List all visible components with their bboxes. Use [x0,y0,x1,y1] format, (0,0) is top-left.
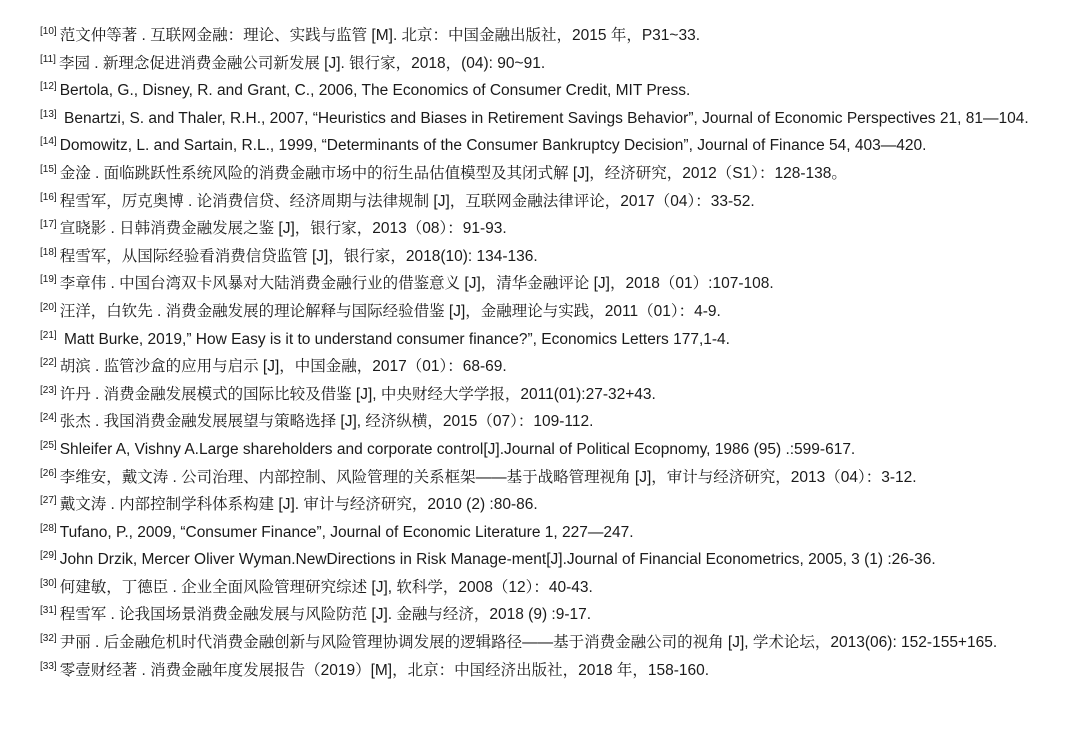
reference-number: [17] [40,219,57,231]
reference-text: 李维安，戴文涛 . 公司治理、内部控制、风险管理的关系框架——基于战略管理视角 [J]，审计与经济研究，2013（04）：3-12. [59,468,917,486]
reference-text: 胡滨 . 监管沙盒的应用与启示 [J]，中国金融，2017（01）：68-69. [59,358,507,376]
reference-number: [16] [40,191,57,203]
reference-item [40,519,1060,547]
reference-item [40,298,1060,326]
reference-number: [14] [40,136,57,148]
reference-text: 汪洋，白钦先 . 消费金融发展的理论解释与国际经验借鉴 [J]，金融理论与实践，2011（01）：4-9. [59,302,721,320]
reference-number: [15] [40,163,57,175]
reference-number: [29] [40,550,57,562]
reference-list [40,22,1060,684]
reference-number: [11] [40,53,56,65]
reference-item [40,215,1060,243]
reference-item [40,546,1060,574]
reference-text: 何建敏，丁德臣 . 企业全面风险管理研究综述 [J], 软科学，2008（12）：40-43. [59,578,593,596]
reference-item [40,188,1060,216]
reference-number: [23] [40,384,57,396]
reference-item [40,160,1060,188]
reference-text: 张杰 . 我国消费金融发展展望与策略选择 [J], 经济纵横，2015（07）：109-112. [59,413,594,431]
reference-text: Matt Burke, 2019,” How Easy is it to understand consumer finance?”, Economics Letters 177,1-4. [59,330,730,348]
reference-item [40,574,1060,602]
reference-item [40,105,1060,133]
reference-item [40,22,1060,50]
reference-text: 尹丽 . 后金融危机时代消费金融创新与风险管理协调发展的逻辑路径——基于消费金融公司的视角 [J], 学术论坛，2013(06): 152-155+165. [59,634,998,652]
reference-number: [12] [40,81,57,93]
reference-text: Bertola, G., Disney, R. and Grant, C., 2006, The Economics of Consumer Credit, MIT Press. [59,82,691,100]
reference-number: [10] [40,26,57,37]
reference-text: 程雪军 . 论我国场景消费金融发展与风险防范 [J]. 金融与经济，2018 (9) :9-17. [59,606,592,624]
reference-item [40,270,1060,298]
reference-number: [28] [40,522,57,534]
reference-number: [26] [40,467,57,479]
reference-text: John Drzik, Mercer Oliver Wyman.NewDirections in Risk Manage-ment[J].Journal of Financial Econometrics, 2005, 3 (1) :26-36. [59,551,936,569]
reference-text: 李园 . 新理念促进消费金融公司新发展 [J]. 银行家，2018，(04): 90~91. [58,54,546,72]
reference-item [40,408,1060,436]
reference-text: Tufano, P., 2009, “Consumer Finance”, Journal of Economic Literature 1, 227—247. [59,523,634,541]
reference-item [40,353,1060,381]
reference-number: [32] [40,633,57,645]
reference-number: [27] [40,495,57,507]
reference-number: [24] [40,412,57,424]
reference-text: 零壹财经著 . 消费金融年度发展报告（2019）[M]，北京：中国经济出版社，2018 年，158-160. [59,661,710,679]
reference-number: [19] [40,274,57,286]
reference-item [40,381,1060,409]
reference-number: [25] [40,439,57,451]
reference-item [40,629,1060,657]
reference-text: Domowitz, L. and Sartain, R.L., 1999, “Determinants of the Consumer Bankruptcy Decision”, Journal of Finance 54, 403—420. [59,137,927,155]
reference-number: [22] [40,357,57,369]
reference-item [40,77,1060,105]
reference-text: 宣晓影 . 日韩消费金融发展之鉴 [J]，银行家，2013（08）：91-93. [59,220,507,238]
reference-item [40,601,1060,629]
reference-text: Benartzi, S. and Thaler, R.H., 2007, “Heuristics and Biases in Retirement Savings Behavior”, Journal of Economic Perspectives 21, 81—104. [59,109,1029,127]
reference-number: [20] [40,301,57,313]
reference-item [40,491,1060,519]
reference-item [40,326,1060,354]
reference-text: 范文仲等著 . 互联网金融：理论、实践与监管 [M]. 北京：中国金融出版社，2015 年，P31~33. [59,27,701,44]
reference-item [40,464,1060,492]
reference-number: [31] [40,605,57,617]
reference-number: [33] [40,660,57,672]
reference-item [40,657,1060,685]
reference-number: [30] [40,577,57,589]
reference-text: 程雪军，从国际经验看消费信贷监管 [J]，银行家，2018(10): 134-136. [59,247,538,265]
reference-number: [18] [40,246,57,258]
reference-number: [21] [40,329,57,341]
reference-number: [13] [40,108,57,120]
reference-text: 程雪军，厉克奥博 . 论消费信贷、经济周期与法律规制 [J]，互联网金融法律评论，2017（04）：33-52. [59,192,755,210]
reference-item [40,50,1060,78]
reference-item [40,243,1060,271]
reference-text: 金淦 . 面临跳跃性系统风险的消费金融市场中的衍生品估值模型及其闭式解 [J]，经济研究，2012（S1）：128-138。 [59,164,847,182]
reference-item [40,436,1060,464]
reference-text: 李章伟 . 中国台湾双卡风暴对大陆消费金融行业的借鉴意义 [J]，清华金融评论 [J]，2018（01）:107-108. [59,275,774,293]
reference-text: 许丹 . 消费金融发展模式的国际比较及借鉴 [J], 中央财经大学学报，2011(01):27-32+43. [59,385,656,403]
reference-item [40,132,1060,160]
reference-text: 戴文涛 . 内部控制学科体系构建 [J]. 审计与经济研究，2010 (2) :80-86. [59,496,538,514]
reference-text: Shleifer A, Vishny A.Large shareholders and corporate control[J].Journal of Political Ecopnomy, 1986 (95) .:599-617. [59,440,856,458]
